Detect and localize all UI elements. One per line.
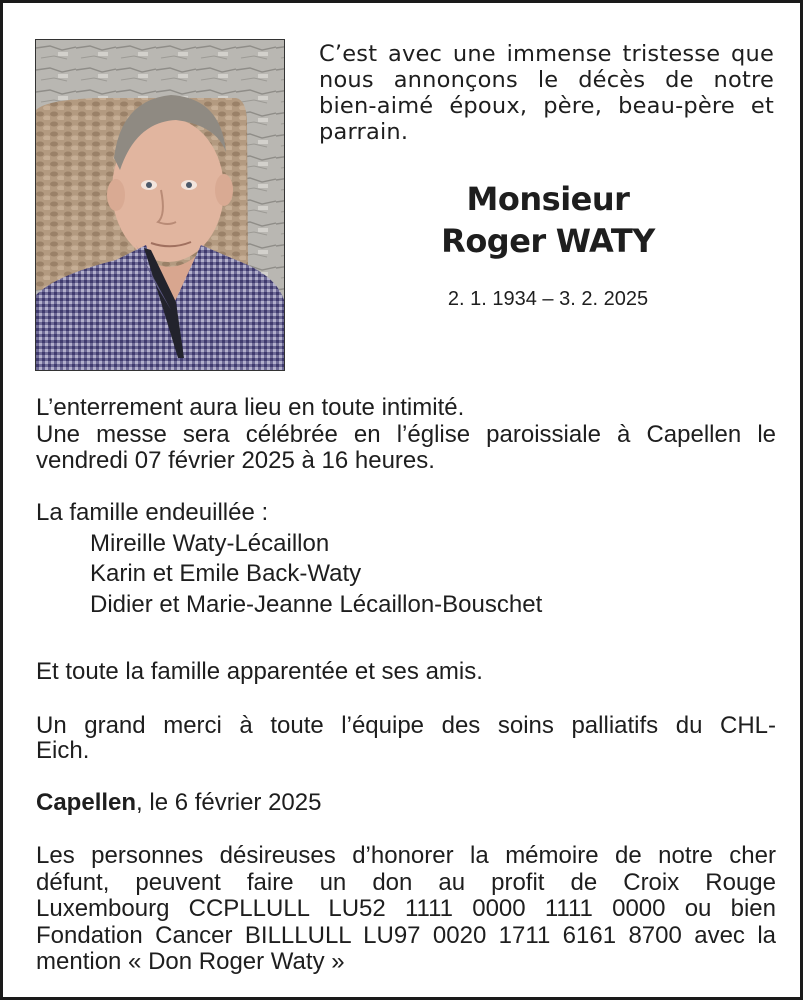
extended-family-text: Et toute la famille apparentée et ses amis. bbox=[36, 658, 483, 685]
family-member: Didier et Marie-Jeanne Lécaillon-Bouschet bbox=[90, 590, 543, 618]
family-member: Karin et Emile Back-Waty bbox=[90, 560, 362, 587]
ceremony-line-1: L’enterrement aura lieu en toute intimité. bbox=[36, 394, 465, 421]
intro-paragraph bbox=[319, 41, 774, 145]
life-dates: 2. 1. 1934 – 3. 2. 2025 bbox=[447, 288, 649, 310]
donations-line: Fondation Cancer BILLLULL LU97 0020 1711 6161 8700 avec la bbox=[36, 921, 776, 949]
place-date-text: , le 6 février 2025 bbox=[136, 789, 322, 816]
last-name: WATY bbox=[555, 222, 655, 260]
thanks-line-2: Eich. bbox=[36, 736, 90, 764]
portrait-photo bbox=[35, 39, 285, 371]
intro-text: C’est avec une immense tristesse que nous annonçons le décès de notre bien-aimé époux, père, beau-père et parrain. bbox=[319, 41, 774, 145]
thanks-paragraph bbox=[36, 713, 776, 764]
first-name: Roger bbox=[441, 222, 546, 260]
honorific: Monsieur bbox=[466, 180, 630, 218]
family-heading: La famille endeuillée : bbox=[36, 499, 269, 526]
family-section bbox=[36, 500, 776, 618]
place-date bbox=[36, 790, 776, 817]
ceremony-paragraph bbox=[36, 395, 776, 475]
donations-line: Les personnes désireuses d’honorer la mémoire de notre cher bbox=[36, 842, 776, 869]
place-city: Capellen bbox=[36, 789, 137, 816]
family-member: Mireille Waty-Lécaillon bbox=[90, 529, 330, 557]
donations-line: défunt, peuvent faire un don au profit de Croix Rouge bbox=[36, 868, 776, 896]
extended-family bbox=[36, 659, 776, 686]
ceremony-line-2: Une messe sera célébrée en l’église paroissiale à Capellen le bbox=[36, 420, 776, 448]
ceremony-line-3: vendredi 07 février 2025 à 16 heures. bbox=[36, 447, 435, 474]
deceased-name bbox=[403, 220, 693, 262]
thanks-line-1: Un grand merci à toute l’équipe des soins palliatifs du CHL- bbox=[36, 712, 776, 739]
donations-line: Luxembourg CCPLLULL LU52 1111 0000 1111 0000 ou bien bbox=[36, 895, 776, 922]
deceased-name-block bbox=[403, 178, 693, 262]
donations-line: mention « Don Roger Waty » bbox=[36, 948, 345, 975]
donations-paragraph bbox=[36, 843, 776, 976]
